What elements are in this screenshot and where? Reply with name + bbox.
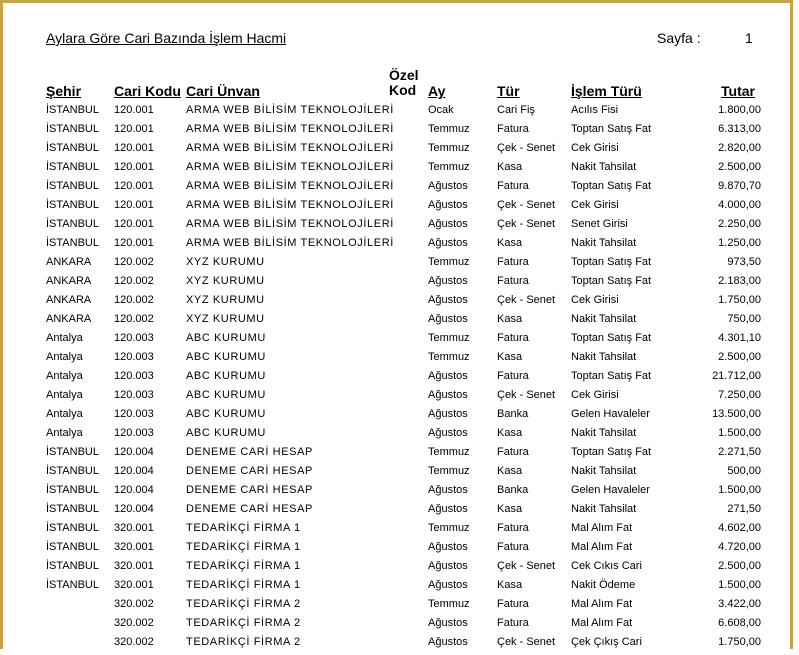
cell-month: Ağustos [428, 389, 468, 401]
cell-code: 120.001 [114, 237, 154, 249]
cell-operation: Nakit Tahsilat [571, 465, 637, 477]
cell-city: İSTANBUL [46, 104, 99, 116]
cell-name: ARMA WEB BİLİSİM TEKNOLOJİLERİ [186, 104, 394, 116]
cell-month: Temmuz [428, 332, 470, 344]
cell-month: Ağustos [428, 484, 468, 496]
cell-type: Kasa [497, 579, 523, 591]
cell-type: Fatura [497, 617, 529, 629]
table-row [3, 389, 796, 408]
cell-month: Ağustos [428, 370, 468, 382]
table-row [3, 560, 796, 579]
cell-city: Antalya [46, 389, 83, 401]
cell-city: İSTANBUL [46, 123, 99, 135]
cell-operation: Toptan Satış Fat [571, 123, 652, 135]
cell-type: Çek - Senet [497, 294, 556, 306]
cell-city: İSTANBUL [46, 142, 99, 154]
cell-code: 120.003 [114, 351, 154, 363]
cell-amount: 7.250,00 [718, 389, 761, 401]
cell-city: ANKARA [46, 275, 92, 287]
cell-city: İSTANBUL [46, 579, 99, 591]
cell-code: 120.004 [114, 503, 154, 515]
cell-amount: 9.870,70 [718, 180, 761, 192]
table-row [3, 275, 796, 294]
cell-city: İSTANBUL [46, 503, 99, 515]
cell-type: Kasa [497, 503, 523, 515]
cell-amount: 2.500,00 [718, 351, 761, 363]
cell-amount: 1.500,00 [718, 484, 761, 496]
cell-name: ARMA WEB BİLİSİM TEKNOLOJİLERİ [186, 142, 394, 154]
page-number: 1 [745, 30, 753, 46]
cell-city: ANKARA [46, 313, 92, 325]
cell-type: Fatura [497, 256, 529, 268]
col-header-amount: Tutar [721, 83, 755, 99]
cell-month: Ağustos [428, 294, 468, 306]
cell-operation: Toptan Satış Fat [571, 332, 652, 344]
table-row [3, 522, 796, 541]
cell-code: 120.002 [114, 294, 154, 306]
cell-city: İSTANBUL [46, 446, 99, 458]
cell-type: Fatura [497, 446, 529, 458]
table-row [3, 484, 796, 503]
cell-name: DENEME CARİ HESAP [186, 484, 313, 496]
col-header-special-code-line1: Özel [389, 67, 419, 83]
cell-operation: Mal Alım Fat [571, 541, 633, 553]
cell-amount: 2.183,00 [718, 275, 761, 287]
cell-name: ABC KURUMU [186, 332, 266, 344]
cell-code: 120.004 [114, 465, 154, 477]
cell-operation: Mal Alım Fat [571, 598, 633, 610]
cell-operation: Nakit Tahsilat [571, 237, 637, 249]
table-row [3, 541, 796, 560]
cell-name: ARMA WEB BİLİSİM TEKNOLOJİLERİ [186, 237, 394, 249]
cell-city: İSTANBUL [46, 180, 99, 192]
cell-city: İSTANBUL [46, 199, 99, 211]
table-row [3, 636, 796, 655]
cell-code: 320.001 [114, 560, 154, 572]
table-row [3, 465, 796, 484]
cell-amount: 4.000,00 [718, 199, 761, 211]
cell-amount: 1.500,00 [718, 579, 761, 591]
cell-code: 120.001 [114, 218, 154, 230]
cell-name: TEDARİKÇİ FİRMA 1 [186, 541, 301, 553]
table-row [3, 408, 796, 427]
cell-name: ARMA WEB BİLİSİM TEKNOLOJİLERİ [186, 218, 394, 230]
cell-name: XYZ KURUMU [186, 313, 265, 325]
cell-name: ARMA WEB BİLİSİM TEKNOLOJİLERİ [186, 161, 394, 173]
cell-month: Temmuz [428, 351, 470, 363]
page-label: Sayfa : [657, 30, 701, 46]
cell-city: İSTANBUL [46, 541, 99, 553]
cell-code: 120.001 [114, 199, 154, 211]
cell-operation: Nakit Tahsilat [571, 351, 637, 363]
cell-amount: 6.608,00 [718, 617, 761, 629]
table-row [3, 579, 796, 598]
cell-month: Ağustos [428, 617, 468, 629]
cell-operation: Gelen Havaleler [571, 408, 650, 420]
cell-type: Fatura [497, 332, 529, 344]
table-row [3, 351, 796, 370]
table-row [3, 237, 796, 256]
cell-code: 320.002 [114, 617, 154, 629]
cell-code: 320.001 [114, 522, 154, 534]
cell-month: Temmuz [428, 446, 470, 458]
table-row [3, 256, 796, 275]
cell-operation: Nakit Ödeme [571, 579, 636, 591]
cell-type: Banka [497, 408, 529, 420]
cell-type: Fatura [497, 275, 529, 287]
table-row [3, 123, 796, 142]
cell-operation: Toptan Satış Fat [571, 370, 652, 382]
cell-type: Kasa [497, 237, 523, 249]
cell-month: Ağustos [428, 636, 468, 648]
cell-operation: Çek Çıkış Cari [571, 636, 642, 648]
cell-type: Fatura [497, 123, 529, 135]
table-row [3, 332, 796, 351]
cell-amount: 2.271,50 [718, 446, 761, 458]
cell-code: 120.004 [114, 484, 154, 496]
cell-name: ABC KURUMU [186, 389, 266, 401]
cell-amount: 4.301,10 [718, 332, 761, 344]
cell-month: Ağustos [428, 313, 468, 325]
cell-operation: Cek Girisi [571, 199, 619, 211]
cell-month: Temmuz [428, 522, 470, 534]
cell-name: XYZ KURUMU [186, 256, 265, 268]
cell-amount: 973,50 [727, 256, 761, 268]
cell-operation: Cek Girisi [571, 142, 619, 154]
cell-city: İSTANBUL [46, 465, 99, 477]
table-row [3, 199, 796, 218]
cell-code: 120.002 [114, 275, 154, 287]
cell-type: Fatura [497, 180, 529, 192]
cell-code: 120.001 [114, 123, 154, 135]
cell-amount: 1.500,00 [718, 427, 761, 439]
cell-operation: Cek Cıkıs Cari [571, 560, 642, 572]
cell-code: 120.003 [114, 332, 154, 344]
cell-amount: 271,50 [727, 503, 761, 515]
cell-month: Ağustos [428, 218, 468, 230]
cell-city: İSTANBUL [46, 161, 99, 173]
cell-month: Ağustos [428, 199, 468, 211]
cell-city: İSTANBUL [46, 484, 99, 496]
cell-month: Ağustos [428, 427, 468, 439]
cell-name: TEDARİKÇİ FİRMA 2 [186, 617, 301, 629]
cell-operation: Acılıs Fisi [571, 104, 619, 116]
cell-name: TEDARİKÇİ FİRMA 1 [186, 522, 301, 534]
cell-amount: 1.750,00 [718, 294, 761, 306]
cell-month: Ocak [428, 104, 454, 116]
cell-name: ARMA WEB BİLİSİM TEKNOLOJİLERİ [186, 199, 394, 211]
cell-name: TEDARİKÇİ FİRMA 2 [186, 636, 301, 648]
cell-name: DENEME CARİ HESAP [186, 446, 313, 458]
col-header-type: Tür [497, 83, 520, 99]
report-title: Aylara Göre Cari Bazında İşlem Hacmi [46, 30, 287, 46]
cell-city: ANKARA [46, 256, 92, 268]
cell-month: Ağustos [428, 180, 468, 192]
cell-amount: 3.422,00 [718, 598, 761, 610]
cell-name: ABC KURUMU [186, 408, 266, 420]
cell-month: Ağustos [428, 275, 468, 287]
cell-code: 120.002 [114, 313, 154, 325]
cell-amount: 1.250,00 [718, 237, 761, 249]
cell-amount: 4.720,00 [718, 541, 761, 553]
cell-amount: 2.500,00 [718, 560, 761, 572]
cell-name: TEDARİKÇİ FİRMA 1 [186, 579, 301, 591]
cell-city: İSTANBUL [46, 522, 99, 534]
cell-type: Cari Fiş [497, 104, 535, 116]
cell-code: 120.003 [114, 370, 154, 382]
cell-operation: Gelen Havaleler [571, 484, 650, 496]
cell-type: Fatura [497, 370, 529, 382]
cell-city: Antalya [46, 351, 83, 363]
cell-city: İSTANBUL [46, 218, 99, 230]
cell-name: XYZ KURUMU [186, 275, 265, 287]
cell-operation: Nakit Tahsilat [571, 427, 637, 439]
cell-code: 120.004 [114, 446, 154, 458]
table-row [3, 218, 796, 237]
cell-operation: Nakit Tahsilat [571, 503, 637, 515]
cell-type: Fatura [497, 598, 529, 610]
cell-name: ABC KURUMU [186, 351, 266, 363]
table-row [3, 313, 796, 332]
cell-type: Kasa [497, 427, 523, 439]
cell-name: TEDARİKÇİ FİRMA 1 [186, 560, 301, 572]
cell-amount: 500,00 [727, 465, 761, 477]
cell-operation: Nakit Tahsilat [571, 313, 637, 325]
cell-month: Ağustos [428, 503, 468, 515]
cell-operation: Toptan Satış Fat [571, 256, 652, 268]
cell-amount: 13.500,00 [712, 408, 761, 420]
cell-amount: 21.712,00 [712, 370, 761, 382]
cell-code: 120.001 [114, 104, 154, 116]
cell-name: ABC KURUMU [186, 370, 266, 382]
cell-amount: 750,00 [727, 313, 761, 325]
table-row [3, 370, 796, 389]
cell-amount: 6.313,00 [718, 123, 761, 135]
table-row [3, 142, 796, 161]
cell-city: İSTANBUL [46, 237, 99, 249]
table-row [3, 180, 796, 199]
col-header-name: Cari Ünvan [186, 83, 260, 99]
cell-name: ARMA WEB BİLİSİM TEKNOLOJİLERİ [186, 180, 394, 192]
cell-operation: Cek Girisi [571, 389, 619, 401]
col-header-operation: İşlem Türü [571, 83, 642, 99]
cell-month: Temmuz [428, 598, 470, 610]
cell-operation: Toptan Satış Fat [571, 446, 652, 458]
cell-code: 320.001 [114, 579, 154, 591]
cell-type: Çek - Senet [497, 636, 556, 648]
cell-type: Çek - Senet [497, 389, 556, 401]
col-header-special-code-line2: Kod [389, 82, 417, 98]
cell-operation: Cek Girisi [571, 294, 619, 306]
cell-type: Kasa [497, 313, 523, 325]
cell-city: Antalya [46, 370, 83, 382]
cell-code: 120.003 [114, 408, 154, 420]
cell-operation: Mal Alım Fat [571, 522, 633, 534]
col-header-month: Ay [428, 83, 446, 99]
cell-amount: 2.500,00 [718, 161, 761, 173]
cell-amount: 1.800,00 [718, 104, 761, 116]
cell-month: Temmuz [428, 123, 470, 135]
cell-code: 120.001 [114, 161, 154, 173]
cell-amount: 4.602,00 [718, 522, 761, 534]
cell-name: XYZ KURUMU [186, 294, 265, 306]
cell-month: Ağustos [428, 560, 468, 572]
table-row [3, 503, 796, 522]
table-row [3, 427, 796, 446]
table-row [3, 294, 796, 313]
cell-type: Çek - Senet [497, 199, 556, 211]
cell-code: 320.002 [114, 598, 154, 610]
table-row [3, 104, 796, 123]
cell-name: DENEME CARİ HESAP [186, 465, 313, 477]
cell-type: Fatura [497, 522, 529, 534]
cell-type: Kasa [497, 161, 523, 173]
cell-city: Antalya [46, 408, 83, 420]
col-header-code: Cari Kodu [114, 83, 181, 99]
cell-type: Kasa [497, 351, 523, 363]
cell-operation: Nakit Tahsilat [571, 161, 637, 173]
cell-operation: Toptan Satış Fat [571, 180, 652, 192]
cell-code: 320.002 [114, 636, 154, 648]
table-row [3, 617, 796, 636]
cell-operation: Senet Girisi [571, 218, 628, 230]
cell-month: Ağustos [428, 541, 468, 553]
cell-name: ABC KURUMU [186, 427, 266, 439]
table-row [3, 598, 796, 617]
cell-operation: Mal Alım Fat [571, 617, 633, 629]
cell-type: Çek - Senet [497, 560, 556, 572]
table-row [3, 446, 796, 465]
cell-type: Çek - Senet [497, 142, 556, 154]
cell-city: Antalya [46, 427, 83, 439]
cell-city: İSTANBUL [46, 560, 99, 572]
cell-month: Ağustos [428, 408, 468, 420]
cell-code: 120.001 [114, 180, 154, 192]
cell-month: Temmuz [428, 465, 470, 477]
cell-month: Temmuz [428, 142, 470, 154]
cell-operation: Toptan Satış Fat [571, 275, 652, 287]
cell-amount: 2.820,00 [718, 142, 761, 154]
table-row [3, 161, 796, 180]
cell-code: 120.003 [114, 389, 154, 401]
cell-code: 120.001 [114, 142, 154, 154]
cell-city: ANKARA [46, 294, 92, 306]
cell-code: 120.003 [114, 427, 154, 439]
cell-type: Banka [497, 484, 529, 496]
cell-code: 320.001 [114, 541, 154, 553]
cell-month: Ağustos [428, 237, 468, 249]
cell-amount: 1.750,00 [718, 636, 761, 648]
cell-amount: 2.250,00 [718, 218, 761, 230]
cell-name: ARMA WEB BİLİSİM TEKNOLOJİLERİ [186, 123, 394, 135]
cell-type: Kasa [497, 465, 523, 477]
cell-type: Fatura [497, 541, 529, 553]
col-header-city: Şehir [46, 83, 82, 99]
cell-month: Temmuz [428, 161, 470, 173]
cell-month: Temmuz [428, 256, 470, 268]
cell-type: Çek - Senet [497, 218, 556, 230]
cell-month: Ağustos [428, 579, 468, 591]
cell-name: TEDARİKÇİ FİRMA 2 [186, 598, 301, 610]
cell-code: 120.002 [114, 256, 154, 268]
cell-city: Antalya [46, 332, 83, 344]
cell-name: DENEME CARİ HESAP [186, 503, 313, 515]
